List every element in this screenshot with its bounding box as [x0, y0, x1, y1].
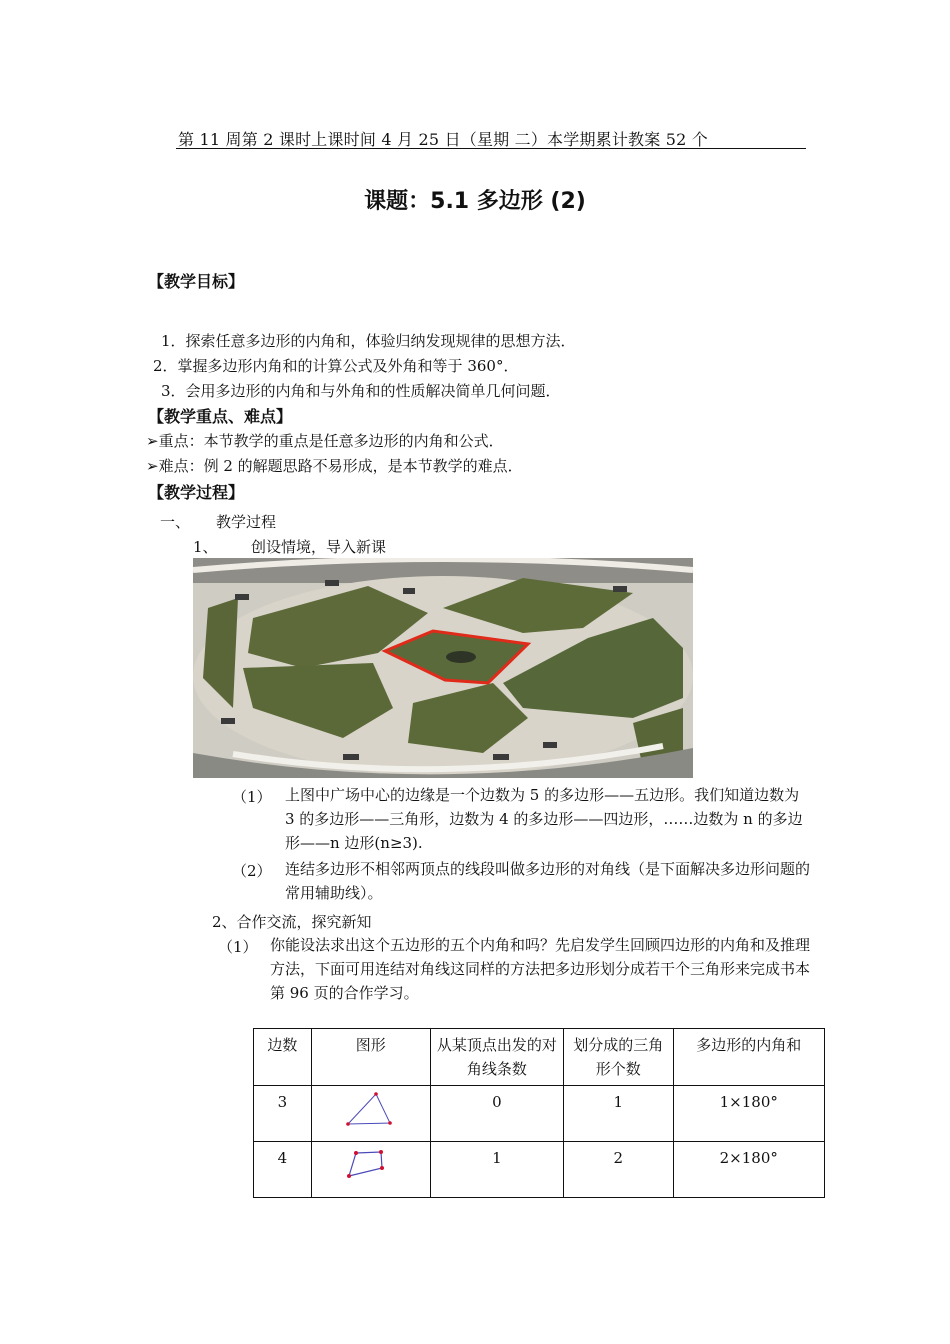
para3-number: （1） — [218, 938, 258, 956]
plaza-illustration — [193, 558, 693, 778]
page-title: 课题：5.1 多边形 (2) — [364, 189, 586, 214]
diagonals-cell: 1 — [430, 1142, 563, 1198]
table-header-cell: 边数 — [254, 1029, 312, 1086]
quadrilateral-icon — [312, 1142, 430, 1190]
table-row — [254, 1142, 825, 1198]
objective-item-1: 1．探索任意多边形的内角和，体验归纳发现规律的思想方法． — [161, 332, 576, 350]
objective-item-3: 3．会用多边形的内角和与外角和的性质解决简单几何问题． — [161, 382, 561, 400]
shape-cell — [311, 1142, 430, 1198]
arrow-bullet-icon: ➢ — [146, 432, 159, 450]
polygon-angle-table — [253, 1028, 825, 1198]
para1-number: （1） — [232, 788, 272, 806]
process-sub1-label: 教学过程 — [216, 513, 277, 531]
angle-sum-cell: 1×180° — [673, 1086, 824, 1142]
triangles-cell: 1 — [564, 1086, 673, 1142]
process-sub2-label: 创设情境，导入新课 — [251, 538, 387, 556]
table-header-cell: 从某顶点出发的对角线条数 — [430, 1029, 563, 1086]
diagonals-cell: 0 — [430, 1086, 563, 1142]
para2-number: （2） — [232, 862, 272, 880]
para2-text: 连结多边形不相邻两顶点的线段叫做多边形的对角线（是下面解决多边形问题的常用辅助线）。 — [285, 860, 811, 902]
objective-item-2: 2．掌握多边形内角和的计算公式及外角和等于 360°． — [153, 357, 519, 375]
shape-cell — [311, 1086, 430, 1142]
keypoint-item-1: ➢重点：本节教学的重点是任意多边形的内角和公式． — [146, 432, 504, 450]
triangle-icon — [312, 1086, 430, 1134]
process-sub3-label: 2、合作交流，探究新知 — [212, 913, 372, 931]
arrow-bullet-icon: ➢ — [146, 457, 159, 475]
lesson-header: 第 11 周第 2 课时上课时间 4 月 25 日（星期 二）本学期累计教案 52 个 — [178, 130, 708, 149]
plaza-aerial-photo — [193, 558, 693, 778]
keypoint-item-2: ➢难点：例 2 的解题思路不易形成，是本节教学的难点． — [146, 457, 523, 475]
sides-cell: 4 — [254, 1142, 312, 1198]
table-header-cell: 多边形的内角和 — [673, 1029, 824, 1086]
sides-cell: 3 — [254, 1086, 312, 1142]
table-row — [254, 1086, 825, 1142]
process-sub1-number: 一、 — [160, 513, 191, 531]
table-header-cell: 图形 — [311, 1029, 430, 1086]
header-rule — [176, 148, 806, 149]
triangles-cell: 2 — [564, 1142, 673, 1198]
process-sub2-number: 1、 — [193, 538, 218, 556]
keypoints-heading: 【教学重点、难点】 — [148, 407, 293, 426]
angle-sum-cell: 2×180° — [673, 1142, 824, 1198]
process-heading: 【教学过程】 — [148, 483, 245, 502]
table-header-row — [254, 1029, 825, 1086]
para3-text: 你能设法求出这个五边形的五个内角和吗？先启发学生回顾四边形的内角和及推理方法，下面可用连结对角线这同样的方法把多边形划分成若干个三角形来完成书本第 96 页的合作学习。 — [270, 936, 811, 1002]
table-header-cell: 划分成的三角形个数 — [564, 1029, 673, 1086]
objectives-heading: 【教学目标】 — [148, 272, 245, 291]
para1-text: 上图中广场中心的边缘是一个边数为 5 的多边形——五边形。我们知道边数为 3 的多边形——三角形，边数为 4 的多边形——四边形，……边数为 n 的多边形——n 边形(n≥3). — [285, 786, 803, 852]
